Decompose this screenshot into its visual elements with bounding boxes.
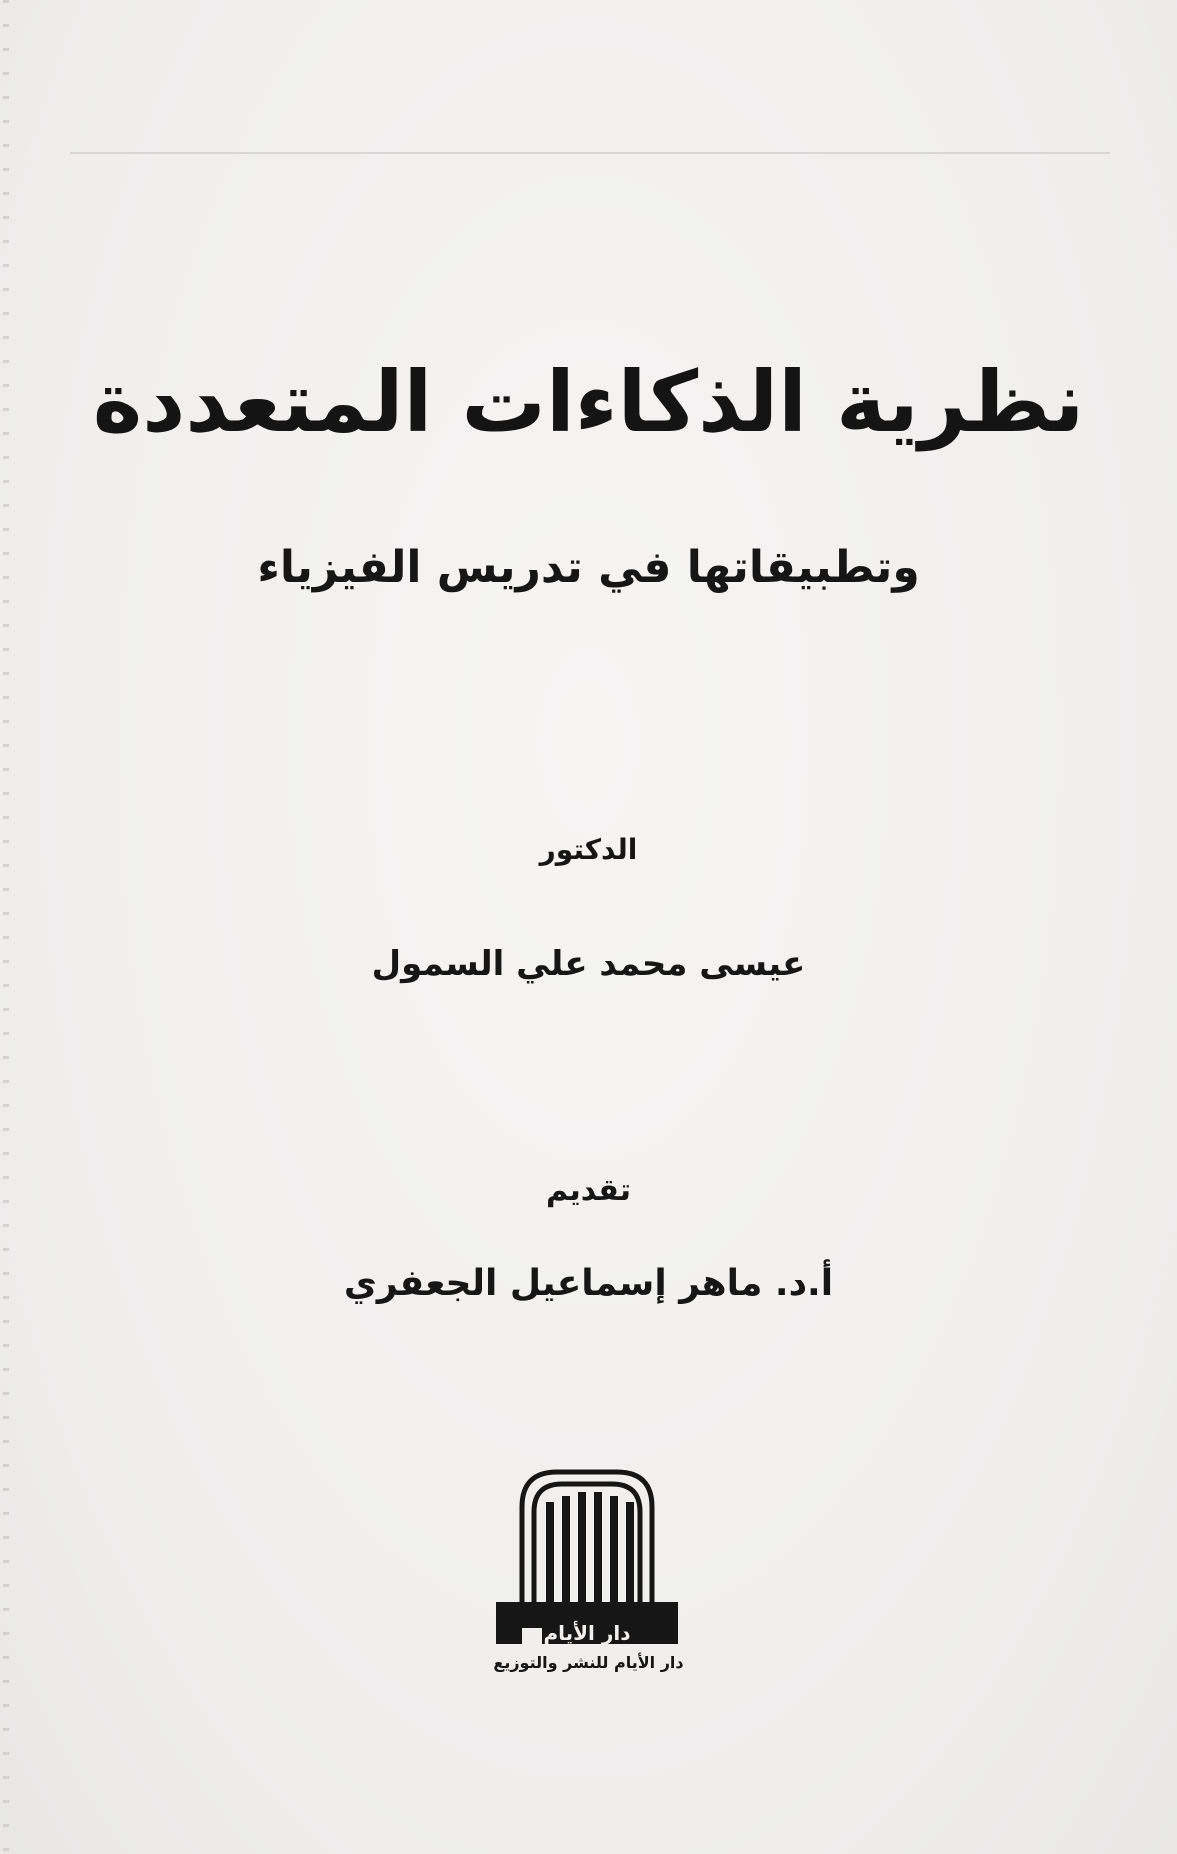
binding-edge xyxy=(3,0,9,1854)
publisher-logo-text: دار الأيام xyxy=(543,1621,631,1645)
foreword-author-name: أ.د. ماهر إسماعيل الجعفري xyxy=(343,1263,834,1304)
author-name: عيسى محمد علي السمول xyxy=(371,944,806,984)
book-title: نظرية الذكاءات المتعددة xyxy=(92,353,1085,451)
foreword-label: تقديم xyxy=(546,1173,631,1208)
book-subtitle: وتطبيقاتها في تدريس الفيزياء xyxy=(257,542,920,593)
publisher-name: دار الأيام للنشر والتوزيع xyxy=(493,1653,684,1672)
publisher-logo xyxy=(482,1452,692,1652)
author-label: الدكتور xyxy=(539,833,638,866)
show-through-rule xyxy=(70,152,1110,154)
